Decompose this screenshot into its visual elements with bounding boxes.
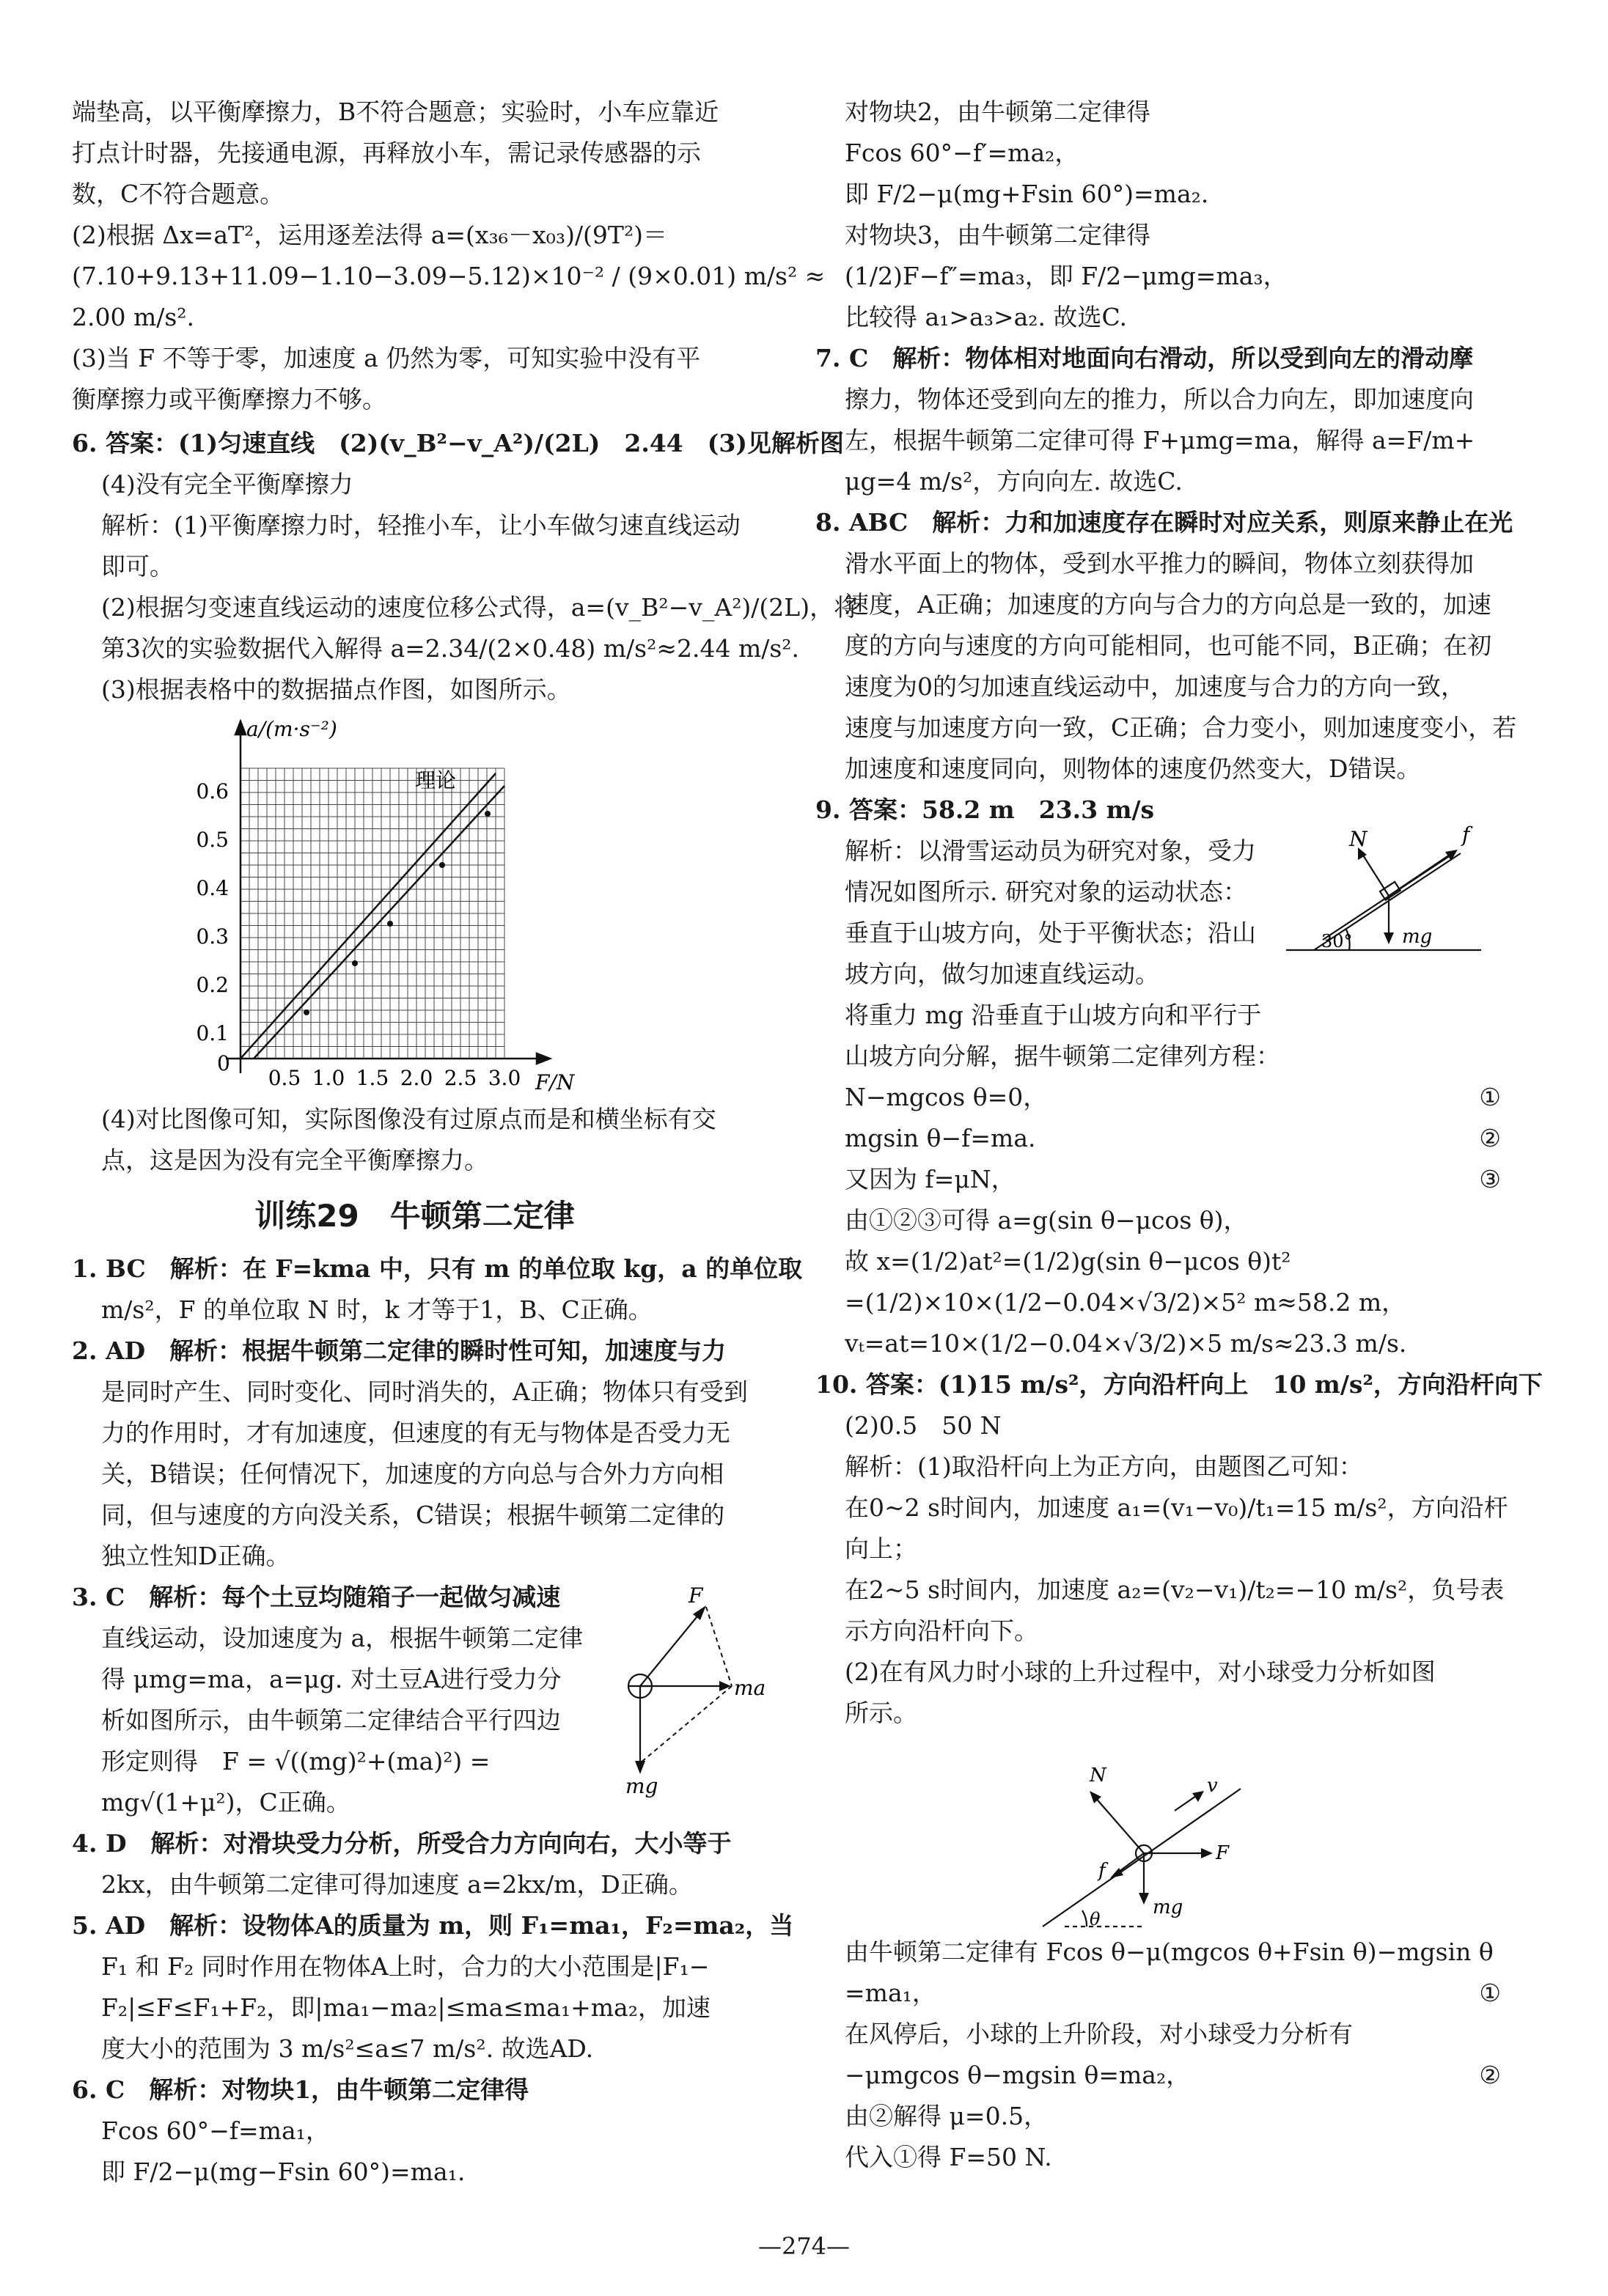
text-line: F₁ 和 F₂ 同时作用在物体A上时，合力的大小范围是|F₁− xyxy=(101,1952,710,1981)
equation-text: 由牛顿第二定律有 Fcos θ−μ(mgcos θ+Fsin θ)−mgsin θ xyxy=(845,1938,1494,1966)
equation-text: mgsin θ−f=ma. xyxy=(845,1124,1036,1152)
answer-10 xyxy=(815,1368,1543,2174)
text-line: 同，但与速度的方向没关系，C错误；根据牛顿第二定律的 xyxy=(101,1501,725,1529)
equation-text: =ma₁， xyxy=(845,1979,936,2007)
text-line: F₂|≤F≤F₁+F₂，即|ma₁−ma₂|≤ma≤ma₁+ma₂，加速 xyxy=(101,1993,711,2022)
angle-theta-label: θ xyxy=(1090,1909,1101,1929)
text-line: 示方向沿杆向下。 xyxy=(845,1616,1038,1645)
text-line: 所示。 xyxy=(845,1699,917,1727)
text-line: =(1/2)×10×(1/2−0.04×√3/2)×5² m≈58.2 m， xyxy=(845,1288,1406,1317)
text-line: (4)对比图像可知，实际图像没有过原点而是和横坐标有交 xyxy=(101,1105,716,1133)
text-line: (2)0.5 50 N xyxy=(845,1411,1002,1440)
text-line: 度大小的范围为 3 m/s²≤a≤7 m/s². 故选AD. xyxy=(101,2034,594,2063)
text-line: m/s²，F 的单位取 N 时，k 才等于1，B、C正确。 xyxy=(101,1295,653,1324)
text-line: 6. 答案：(1)匀速直线 (2)(v_B²−v_A²)/(2L) 2.44 (3)见解析图 xyxy=(72,429,844,457)
answer-6-tail xyxy=(72,1103,757,1177)
text-line: 向上； xyxy=(845,1534,917,1563)
x-tick-label: 0.5 xyxy=(268,1066,301,1090)
text-line: 独立性知D正确。 xyxy=(101,1542,290,1570)
text-line: 得 μmg=ma，a=μg. 对土豆A进行受力分 xyxy=(101,1665,562,1693)
equation-text: 代入①得 F=50 N. xyxy=(845,2143,1052,2171)
force-mg-label: mg xyxy=(1402,926,1433,948)
force-mg-label: mg xyxy=(1153,1896,1183,1918)
text-line: 7. C 解析：物体相对地面向右滑动，所以受到向左的滑动摩 xyxy=(815,344,1474,372)
x-axis-label: F/N xyxy=(535,1070,575,1094)
force-N-label: N xyxy=(1349,827,1367,851)
y-tick-label: 0.1 xyxy=(196,1021,229,1045)
text-line: 在2~5 s时间内，加速度 a₂=(v₂−v₁)/t₂=−10 m/s²，负号表 xyxy=(845,1575,1505,1604)
text-line: 8. ABC 解析：力和加速度存在瞬时对应关系，则原来静止在光 xyxy=(815,508,1513,537)
y-tick-label: 0.2 xyxy=(196,973,229,997)
text-line: 速度，A正确；加速度的方向与合力的方向总是一致的，加速 xyxy=(845,590,1491,619)
answer-6 xyxy=(72,427,859,707)
force-F-label: F xyxy=(689,1583,703,1608)
skier-force-diagram xyxy=(1285,818,1483,965)
text-line: 度的方向与速度的方向可能相同，也可能不同，B正确；在初 xyxy=(845,631,1492,660)
text-line: 关，B错误；任何情况下，加速度的方向总与合外力方向相 xyxy=(101,1460,724,1488)
potato-force-diagram xyxy=(611,1576,766,1798)
text-line: Fcos 60°−f′=ma₂， xyxy=(845,139,1079,167)
answer-4 xyxy=(72,1827,757,1902)
text-line: 对物块3，由牛顿第二定律得 xyxy=(845,221,1150,249)
text-line: 打点计时器，先接通电源，再释放小车，需记录传感器的示 xyxy=(72,139,701,167)
text-line: 情况如图所示. 研究对象的运动状态： xyxy=(845,877,1247,906)
page-number: —274— xyxy=(757,2232,851,2260)
text-line: (2)根据匀变速直线运动的速度位移公式得，a=(v_B²−v_A²)/(2L)，将 xyxy=(101,593,859,622)
x-tick-label: 2.0 xyxy=(400,1066,433,1090)
text-line: 山坡方向分解，据牛顿第二定律列方程： xyxy=(845,1042,1280,1070)
y-axis-label: a/(m·s⁻²) xyxy=(246,717,337,741)
text-line: mg√(1+μ²)，C正确。 xyxy=(101,1788,350,1817)
equation-text: −μmgcos θ−mgsin θ=ma₂， xyxy=(845,2061,1191,2089)
text-line: 在0~2 s时间内，加速度 a₁=(v₁−v₀)/t₁=15 m/s²，方向沿杆 xyxy=(845,1493,1508,1522)
y-tick-label: 0.3 xyxy=(196,924,229,949)
text-line: 速度与加速度方向一致，C正确；合力变小，则加速度变小，若 xyxy=(845,713,1517,742)
equation-line xyxy=(815,2141,1501,2174)
slope-angle-label: 30° xyxy=(1321,931,1353,952)
text-line: 形定则得 F = √((mg)²+(ma)²) = xyxy=(101,1747,491,1776)
text-line: 坡方向，做匀加速直线运动。 xyxy=(845,960,1159,988)
text-line: 3. C 解析：每个土豆均随箱子一起做匀减速 xyxy=(72,1583,561,1611)
right-column xyxy=(815,95,1543,2182)
force-f-label: f xyxy=(1098,1860,1106,1882)
text-line: 1. BC 解析：在 F=kma 中，只有 m 的单位取 kg，a 的单位取 xyxy=(72,1254,803,1283)
text-line: 10. 答案：(1)15 m/s²，方向沿杆向上 10 m/s²，方向沿杆向下 xyxy=(815,1370,1543,1399)
ball-on-rod-force-diagram xyxy=(1035,1737,1277,1935)
force-f-label: f xyxy=(1462,823,1470,847)
equation-number: ① xyxy=(1479,1979,1501,2007)
x-tick-label: 1.5 xyxy=(356,1066,389,1090)
text-line: (7.10+9.13+11.09−1.10−3.09−5.12)×10⁻² / (9×0.01) m/s² ≈ xyxy=(72,262,826,290)
equation-line xyxy=(815,1081,1501,1114)
answer-8 xyxy=(815,506,1517,786)
text-line: 2. AD 解析：根据牛顿第二定律的瞬时性可知，加速度与力 xyxy=(72,1336,727,1365)
answer-6b xyxy=(72,2073,757,2189)
force-N-label: N xyxy=(1090,1765,1106,1787)
text-line: 速度为0的匀加速直线运动中，加速度与合力的方向一致， xyxy=(845,672,1465,701)
text-line: 擦力，物体还受到向左的推力，所以合力向左，即加速度向 xyxy=(845,385,1474,413)
answer-9 xyxy=(815,793,1501,1361)
text-line: (2)在有风力时小球的上升过程中，对小球受力分析如图 xyxy=(845,1657,1436,1686)
force-mg-label: mg xyxy=(625,1774,658,1798)
force-ma-label: ma xyxy=(734,1676,766,1700)
text-line: 力的作用时，才有加速度，但速度的有无与物体是否受力无 xyxy=(101,1419,730,1447)
equation-text: 又因为 f=μN， xyxy=(845,1165,1016,1193)
text-line: 对物块2，由牛顿第二定律得 xyxy=(845,97,1150,126)
y-tick-label: 0.6 xyxy=(196,779,229,803)
text-line: 解析：以滑雪运动员为研究对象，受力 xyxy=(845,836,1256,865)
text-line: 2kx，由牛顿第二定律可得加速度 a=2kx/m，D正确。 xyxy=(101,1870,693,1899)
text-line: 直线运动，设加速度为 a，根据牛顿第二定律 xyxy=(101,1624,584,1652)
section-title: 训练29 牛顿第二定律 xyxy=(254,1198,575,1234)
velocity-v-label: v xyxy=(1207,1775,1218,1797)
equation-text: 由②解得 μ=0.5， xyxy=(845,2102,1049,2130)
equation-line xyxy=(815,2100,1501,2133)
text-line: μg=4 m/s²，方向向左. 故选C. xyxy=(845,467,1183,496)
text-line: 4. D 解析：对滑块受力分析，所受合力方向向右，大小等于 xyxy=(72,1829,732,1858)
text-line: (3)当 F 不等于零，加速度 a 仍然为零，可知实验中没有平 xyxy=(72,344,701,372)
answer-6b-continued xyxy=(815,95,1501,334)
equation-line xyxy=(815,1935,1501,1969)
text-line: 将重力 mg 沿垂直于山坡方向和平行于 xyxy=(845,1001,1262,1029)
equation-line xyxy=(815,2017,1501,2051)
x-tick-label: 1.0 xyxy=(312,1066,345,1090)
text-line: vₜ=at=10×(1/2−0.04×√3/2)×5 m/s≈23.3 m/s. xyxy=(845,1329,1407,1358)
text-line: 即可。 xyxy=(101,552,174,581)
curve-label: 理论 xyxy=(415,768,457,792)
text-line: (4)没有完全平衡摩擦力 xyxy=(101,470,353,498)
text-line: 即 F/2−μ(mg+Fsin 60°)=ma₂. xyxy=(845,180,1209,208)
equation-number: ② xyxy=(1479,2061,1501,2089)
text-line: 端垫高，以平衡摩擦力，B不符合题意；实验时，小车应靠近 xyxy=(72,97,719,126)
acceleration-force-graph xyxy=(197,714,607,1103)
force-F-label: F xyxy=(1216,1842,1230,1864)
equation-line xyxy=(815,1976,1501,2010)
text-line: (3)根据表格中的数据描点作图，如图所示。 xyxy=(101,675,571,704)
answer-2 xyxy=(72,1334,757,1573)
left-column xyxy=(72,95,859,2196)
text-line: 5. AD 解析：设物体A的质量为 m，则 F₁=ma₁，F₂=ma₂，当 xyxy=(72,1911,794,1940)
answer-7 xyxy=(815,342,1501,498)
text-line: 滑水平面上的物体，受到水平推力的瞬间，物体立刻获得加 xyxy=(845,549,1474,578)
equation-number: ① xyxy=(1479,1083,1501,1111)
text-line: 垂直于山坡方向，处于平衡状态；沿山 xyxy=(845,919,1256,947)
text-line: 解析：(1)取沿杆向上为正方向，由题图乙可知： xyxy=(845,1452,1363,1481)
y-tick-label: 0.5 xyxy=(196,828,229,852)
equation-line xyxy=(815,1122,1501,1155)
text-line: 6. C 解析：对物块1，由牛顿第二定律得 xyxy=(72,2075,529,2104)
text-line: 比较得 a₁>a₃>a₂. 故选C. xyxy=(845,303,1128,331)
text-line: (1/2)F−f″=ma₃，即 F/2−μmg=ma₃， xyxy=(845,262,1288,290)
text-line: 衡摩擦力或平衡摩擦力不够。 xyxy=(72,385,386,413)
origin-label: 0 xyxy=(217,1051,230,1075)
text-line: 加速度和速度同向，则物体的速度仍然变大，D错误。 xyxy=(845,754,1421,783)
text-line: 第3次的实验数据代入解得 a=2.34/(2×0.48) m/s²≈2.44 m/s². xyxy=(101,634,800,663)
text-line: 点，这是因为没有完全平衡摩擦力。 xyxy=(101,1146,488,1174)
y-tick-label: 0.4 xyxy=(196,876,229,900)
text-line: 即 F/2−μ(mg−Fsin 60°)=ma₁. xyxy=(101,2157,466,2186)
text-line: Fcos 60°−f=ma₁， xyxy=(101,2116,330,2145)
text-line: (2)根据 Δx=aT²，运用逐差法得 a=(x₃₆－x₀₃)/(9T²)＝ xyxy=(72,221,668,249)
text-line: 故 x=(1/2)at²=(1/2)g(sin θ−μcos θ)t² xyxy=(845,1247,1291,1276)
equation-text: N−mgcos θ=0， xyxy=(845,1083,1048,1111)
equation-line xyxy=(815,2058,1501,2092)
text-line: 9. 答案：58.2 m 23.3 m/s xyxy=(815,795,1155,824)
answer-5 xyxy=(72,1909,794,2066)
text-line: 由①②③可得 a=g(sin θ−μcos θ)， xyxy=(845,1206,1248,1235)
equation-number: ③ xyxy=(1479,1165,1501,1193)
text-line: 数，C不符合题意。 xyxy=(72,180,284,208)
carryover-block xyxy=(72,95,826,416)
x-tick-label: 2.5 xyxy=(444,1066,477,1090)
text-line: 左，根据牛顿第二定律可得 F+μmg=ma，解得 a=F/m+ xyxy=(845,426,1475,455)
text-line: 析如图所示，由牛顿第二定律结合平行四边 xyxy=(101,1706,561,1734)
text-line: 解析：(1)平衡摩擦力时，轻推小车，让小车做匀速直线运动 xyxy=(101,511,741,540)
equation-number: ② xyxy=(1479,1124,1501,1152)
equation-line xyxy=(815,1163,1501,1196)
text-line: 2.00 m/s². xyxy=(72,303,195,331)
x-tick-label: 3.0 xyxy=(488,1066,521,1090)
answer-1 xyxy=(72,1252,803,1327)
equation-text: 在风停后，小球的上升阶段，对小球受力分析有 xyxy=(845,2020,1353,2048)
text-line: 是同时产生、同时变化、同时消失的，A正确；物体只有受到 xyxy=(101,1377,748,1406)
answer-3 xyxy=(72,1581,766,1819)
